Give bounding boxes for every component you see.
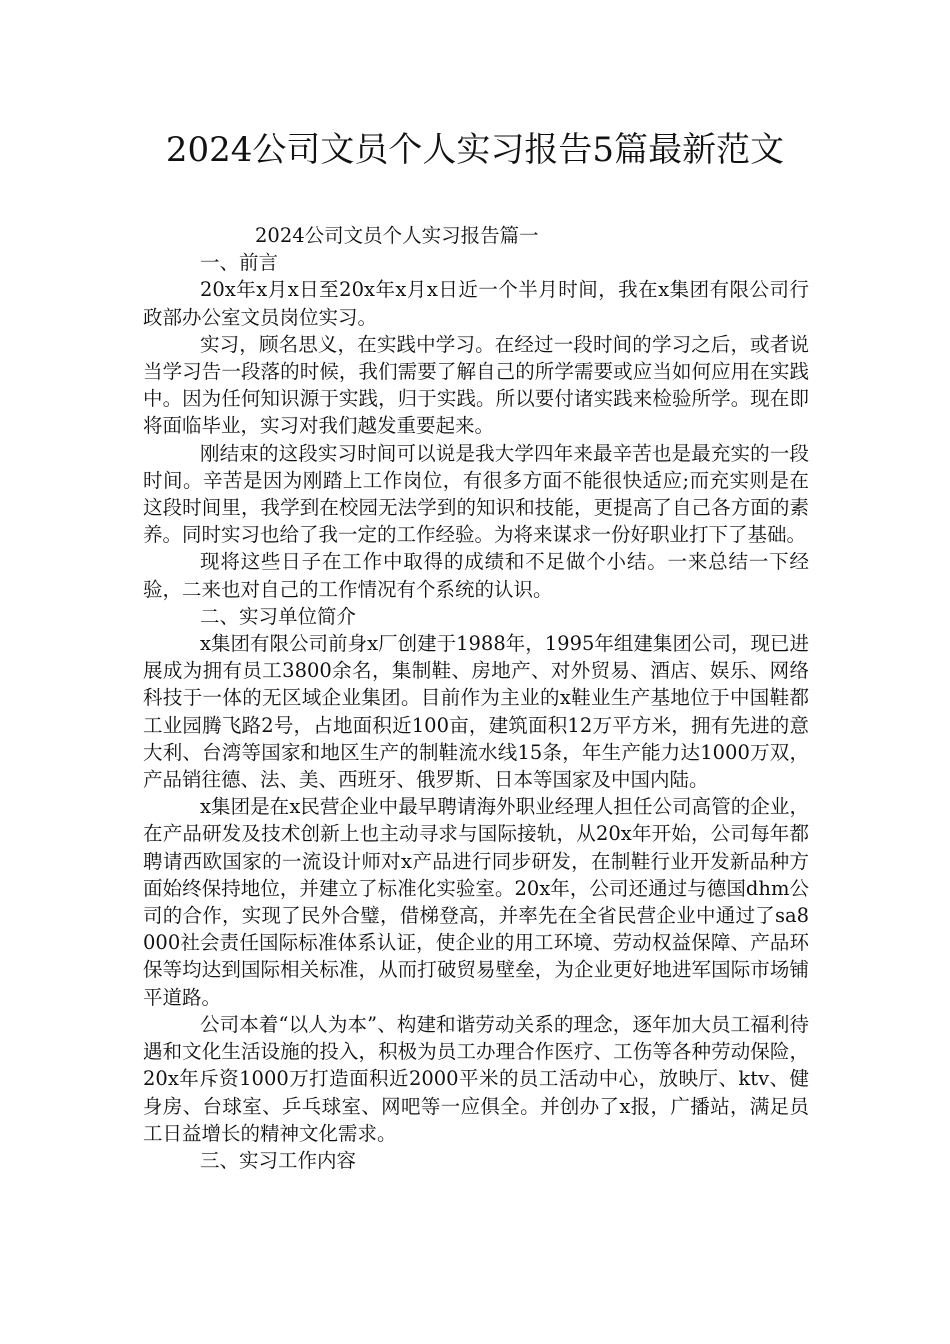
paragraph: x集团有限公司前身x厂创建于1988年，1995年组建集团公司，现已进展成为拥有员工3800余名，集制鞋、房地产、对外贸易、酒店、娱乐、网络科技于一体的无区域企业集团。目前作为主业的x鞋业生产基地位于中国鞋都工业园腾飞路2号，占地面积近100亩，建筑面积12万平方米，拥有先进的意大利、台湾等国家和地区生产的制鞋流水线15条，年生产能力达1000万双，产品销往德、法、美、西班牙、俄罗斯、日本等国家及中国内陆。	[143, 632, 809, 792]
section-heading-work-content: 三、实习工作内容	[200, 1148, 357, 1172]
section-heading-preface: 一、前言	[200, 251, 279, 275]
paragraph: 公司本着“以人为本”、构建和谐劳动关系的理念，逐年加大员工福利待遇和文化生活设施的投入，积极为员工办理合作医疗、工伤等各种劳动保险，20x年斥资1000万打造面积近2000平米的员工活动中心，放映厅、ktv、健身房、台球室、乒乓球室、网吧等一应俱全。并创办了x报，广播站，满足员工日益增长的精神文化需求。	[143, 1012, 809, 1145]
paragraph: 刚结束的这段实习时间可以说是我大学四年来最辛苦也是最充实的一段时间。辛苦是因为刚踏上工作岗位，有很多方面不能很快适应;而充实则是在这段时间里，我学到在校园无法学到的知识和技能，更提高了自己各方面的素养。同时实习也给了我一定的工作经验。为将来谋求一份好职业打下了基础。	[143, 441, 809, 547]
paragraph: 实习，顾名思义，在实践中学习。在经过一段时间的学习之后，或者说当学习告一段落的时候，我们需要了解自己的所学需要或应当如何应用在实践中。因为任何知识源于实践，归于实践。所以要付诸实践来检验所学。现在即将面临毕业，实习对我们越发重要起来。	[143, 332, 809, 438]
document-body	[143, 222, 809, 1174]
article-subtitle: 2024公司文员个人实习报告篇一	[255, 224, 539, 247]
paragraph: 现将这些日子在工作中取得的成绩和不足做个小结。一来总结一下经验，二来也对自己的工作情况有个系统的认识。	[143, 550, 809, 601]
paragraph: 20x年x月x日至20x年x月x日近一个半月时间，我在x集团有限公司行政部办公室文员岗位实习。	[143, 278, 809, 329]
document-title: 2024公司文员个人实习报告5篇最新范文	[165, 130, 785, 170]
paragraph: x集团是在x民营企业中最早聘请海外职业经理人担任公司高管的企业，在产品研发及技术创新上也主动寻求与国际接轨，从20x年开始，公司每年都聘请西欧国家的一流设计师对x产品进行同步研发，在制鞋行业开发新品种方面始终保持地位，并建立了标准化实验室。20x年，公司还通过与德国dhm公司的合作，实现了民外合璧，借梯登高，并率先在全省民营企业中通过了sa8000社会责任国际标准体系认证，使企业的用工环境、劳动权益保障、产品环保等均达到国际相关标准，从而打破贸易壁垒，为企业更好地进军国际市场铺平道路。	[143, 795, 809, 1009]
section-heading-company-intro: 二、实习单位简介	[200, 604, 357, 628]
